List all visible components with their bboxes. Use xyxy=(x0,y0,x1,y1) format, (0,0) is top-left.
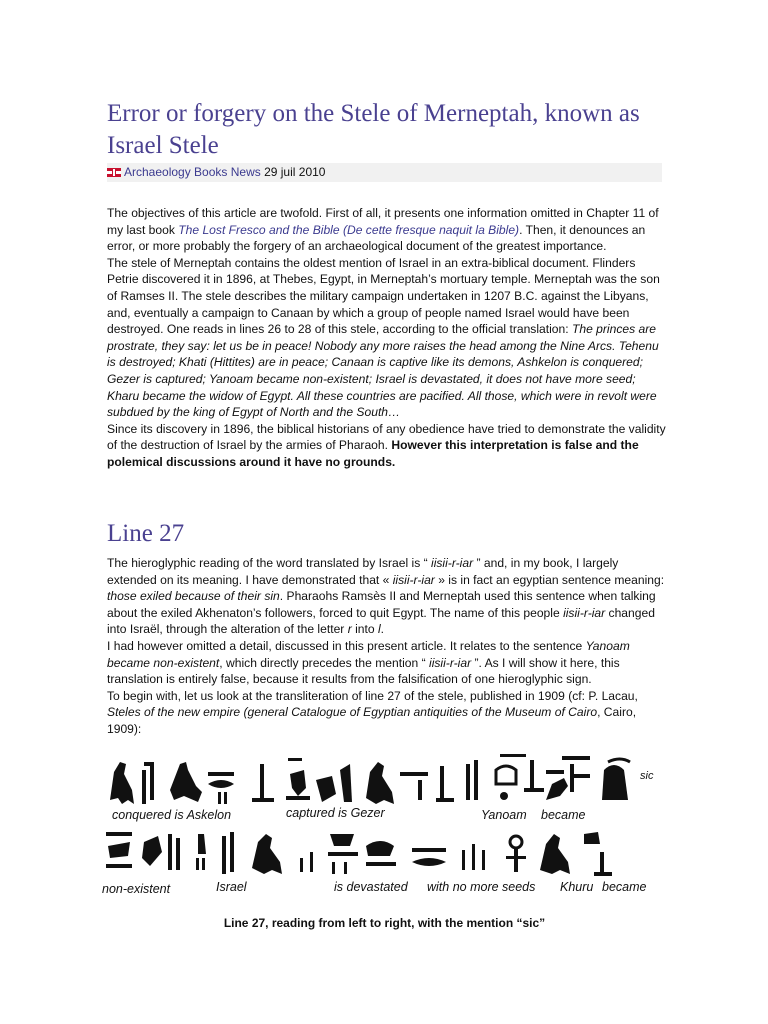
text: , Cairo, 1909): xyxy=(107,705,637,736)
paragraph-historians xyxy=(107,421,667,471)
glyph xyxy=(224,792,227,804)
term: Yanoam became non-existent xyxy=(107,638,630,670)
term: l xyxy=(377,622,381,637)
glyph-label: is devastated xyxy=(334,880,408,894)
glyph xyxy=(316,776,336,802)
text: ” and, in my book, I largely extended on its meaning. I have demonstrated that « xyxy=(107,556,619,587)
glyph xyxy=(252,798,274,802)
official-translation-quote: The princes are prostrate, they say: let us be in peace! Nobody any more raises the head among the Nine Arcs. Tehenu is destroyed; Khati (Hittites) are in peace; Canaan is captive like its demons, Ashkelon is conquered; Gezer is captured; Yanoam became non-existent; Israel is devastated, it does not have more seed; Kharu became the widow of Egypt. All these countries are pacified. All those, which were in revolt were subdued by the king of Egypt of North and the South… xyxy=(107,322,659,420)
glyph xyxy=(340,764,352,802)
glyph xyxy=(168,834,172,870)
glyph xyxy=(524,788,544,792)
glyph xyxy=(106,832,132,836)
uk-flag-icon xyxy=(107,168,121,177)
glyph xyxy=(196,858,199,870)
glyph xyxy=(222,836,226,874)
owl-glyph xyxy=(602,765,628,800)
glyph xyxy=(546,770,564,774)
glyph xyxy=(328,852,358,856)
glyph xyxy=(418,780,422,800)
glyph-label: Yanoam xyxy=(481,808,527,822)
glyph xyxy=(332,862,335,874)
glyph-label: captured is Gezer xyxy=(286,806,385,820)
glyph xyxy=(496,766,516,784)
article-body xyxy=(107,205,667,471)
article-meta xyxy=(107,163,662,182)
glyph xyxy=(218,792,221,804)
glyph xyxy=(600,852,604,874)
glyph xyxy=(562,756,590,760)
bird-glyph xyxy=(170,762,202,802)
term: iisii-r-iar xyxy=(431,556,474,570)
glyph xyxy=(482,850,485,870)
glyph xyxy=(514,848,518,872)
glyph xyxy=(300,858,303,872)
term: r xyxy=(347,622,352,637)
paragraph-transliteration xyxy=(107,688,667,738)
glyph xyxy=(530,760,534,788)
glyph xyxy=(202,858,205,870)
bird-glyph xyxy=(252,834,282,874)
article-date: 29 juil 2010 xyxy=(264,165,326,179)
term: those exiled because of their sin xyxy=(107,589,280,604)
glyph xyxy=(208,780,234,788)
glyph xyxy=(366,862,396,866)
glyph xyxy=(584,832,600,844)
glyph xyxy=(144,762,154,766)
glyph xyxy=(208,772,234,776)
term: iisii-r-iar xyxy=(429,655,472,670)
glyph xyxy=(462,850,465,870)
paragraph-stele xyxy=(107,255,667,421)
sic-label: sic xyxy=(640,770,654,782)
term: iisii-r-iar xyxy=(563,605,606,620)
glyph xyxy=(608,759,630,762)
paragraph-reading xyxy=(107,555,667,638)
glyph xyxy=(106,864,132,868)
source-link[interactable]: Archaeology Books News xyxy=(124,165,261,179)
text: , which directly precedes the mention “ xyxy=(219,655,430,670)
glyph xyxy=(412,858,446,866)
glyph xyxy=(400,772,428,776)
glyph xyxy=(440,766,444,800)
paragraph-objectives xyxy=(107,205,667,255)
text: Since its discovery in 1896, the biblical historians of any obedience have tried to demonstrate the validity of the destruction of Israel by the armies of Pharaoh. xyxy=(107,421,666,453)
text: changed into Israël, through the alteration of the letter xyxy=(107,605,655,637)
text: . Then, it denounces an error, or more probably the forgery of an archaeological document of the greatest importance. xyxy=(107,222,646,254)
glyph-label: Israel xyxy=(216,880,247,894)
hieroglyph-figure xyxy=(100,750,660,900)
book-link[interactable]: The Lost Fresco and the Bible (De cette fresque naquit la Bible) xyxy=(178,222,520,237)
glyph xyxy=(290,770,306,796)
text: The hieroglyphic reading of the word translated by Israel is “ xyxy=(107,556,432,570)
glyph-label: became xyxy=(541,808,586,822)
glyph xyxy=(150,764,154,800)
glyph xyxy=(330,834,354,846)
glyph xyxy=(344,862,347,874)
glyph xyxy=(288,758,302,761)
bird-glyph xyxy=(546,778,568,800)
glyph xyxy=(510,836,522,848)
hieroglyphs-row-1 xyxy=(100,750,660,810)
glyph xyxy=(506,856,526,859)
glyph xyxy=(466,764,470,800)
glyph xyxy=(472,844,475,870)
glyph-label: conquered is Askelon xyxy=(112,808,232,822)
glyph xyxy=(412,848,446,852)
glyph-label: with no more seeds xyxy=(427,880,536,894)
glyph xyxy=(500,792,508,800)
glyph xyxy=(500,754,526,757)
text: . xyxy=(380,622,385,637)
glyph-label: became xyxy=(602,880,647,894)
figure-caption: Line 27, reading from left to right, with the mention “sic” xyxy=(223,916,546,930)
glyph xyxy=(176,838,180,870)
text: I had however omitted a detail, discussed in this present article. It relates to the sentence xyxy=(107,638,586,653)
glyph xyxy=(230,832,234,872)
text: » is in fact an egyptian sentence meaning: xyxy=(434,572,665,587)
text: The objectives of this article are twofold. First of all, it presents one information omitted in Chapter 11 of my last book xyxy=(107,206,659,237)
glyph xyxy=(108,842,130,858)
glyph-label: non-existent xyxy=(102,882,171,896)
glyph xyxy=(286,796,310,800)
text: into xyxy=(351,622,378,637)
glyph xyxy=(570,774,590,778)
section-heading-line-27: Line 27 xyxy=(107,520,185,547)
bird-glyph xyxy=(540,834,570,874)
glyph xyxy=(198,834,206,854)
section-body xyxy=(107,555,667,738)
text: The stele of Merneptah contains the oldest mention of Israel in an extra-biblical document. Flinders Petrie discovered it in 1896, at Thebes, Egypt, in Merneptah’s mortuary temple. Merneptah was the son of Ramses II. The stele describes the military campaign undertaken in 1207 B.C. against the Libyans, and, eventually a campaign to Canaan by which a group of people named Israel would have been destroyed. One reads in lines 26 to 28 of this stele, according to the official translation: xyxy=(107,255,660,337)
article-title: Error or forgery on the Stele of Merneptah, known as Israel Stele xyxy=(107,100,640,159)
glyph xyxy=(310,852,313,872)
vulture-glyph xyxy=(110,762,134,804)
glyph xyxy=(594,872,612,876)
glyph xyxy=(474,760,478,800)
glyph-label: Khuru xyxy=(560,880,594,894)
text: To begin with, let us look at the transliteration of line 27 of the stele, published in 1909 (cf: P. Lacau, xyxy=(107,688,638,703)
glyph xyxy=(260,764,264,800)
text: . Pharaohs Ramsès II and Merneptah used this sentence when talking about the exiled Akhenaton’s followers, forced to quit Egypt. The name of this people xyxy=(107,589,656,620)
glyph xyxy=(142,836,162,866)
term: iisii-r-iar xyxy=(392,572,435,587)
hieroglyphs-row-2 xyxy=(100,822,660,882)
glyph xyxy=(436,798,454,802)
text: ”. As I will show it here, this translation is entirely false, because it results from the falsification of one hieroglyphic sign. xyxy=(107,655,620,687)
glyph xyxy=(142,770,146,804)
glyph xyxy=(366,841,394,856)
paragraph-omission xyxy=(107,638,667,688)
bird-glyph xyxy=(366,762,394,804)
citation: Steles of the new empire (general Catalogue of Egyptian antiquities of the Museum of Cairo xyxy=(107,705,598,720)
bold-claim: However this interpretation is false and the polemical discussions around it have no grounds. xyxy=(107,438,639,469)
